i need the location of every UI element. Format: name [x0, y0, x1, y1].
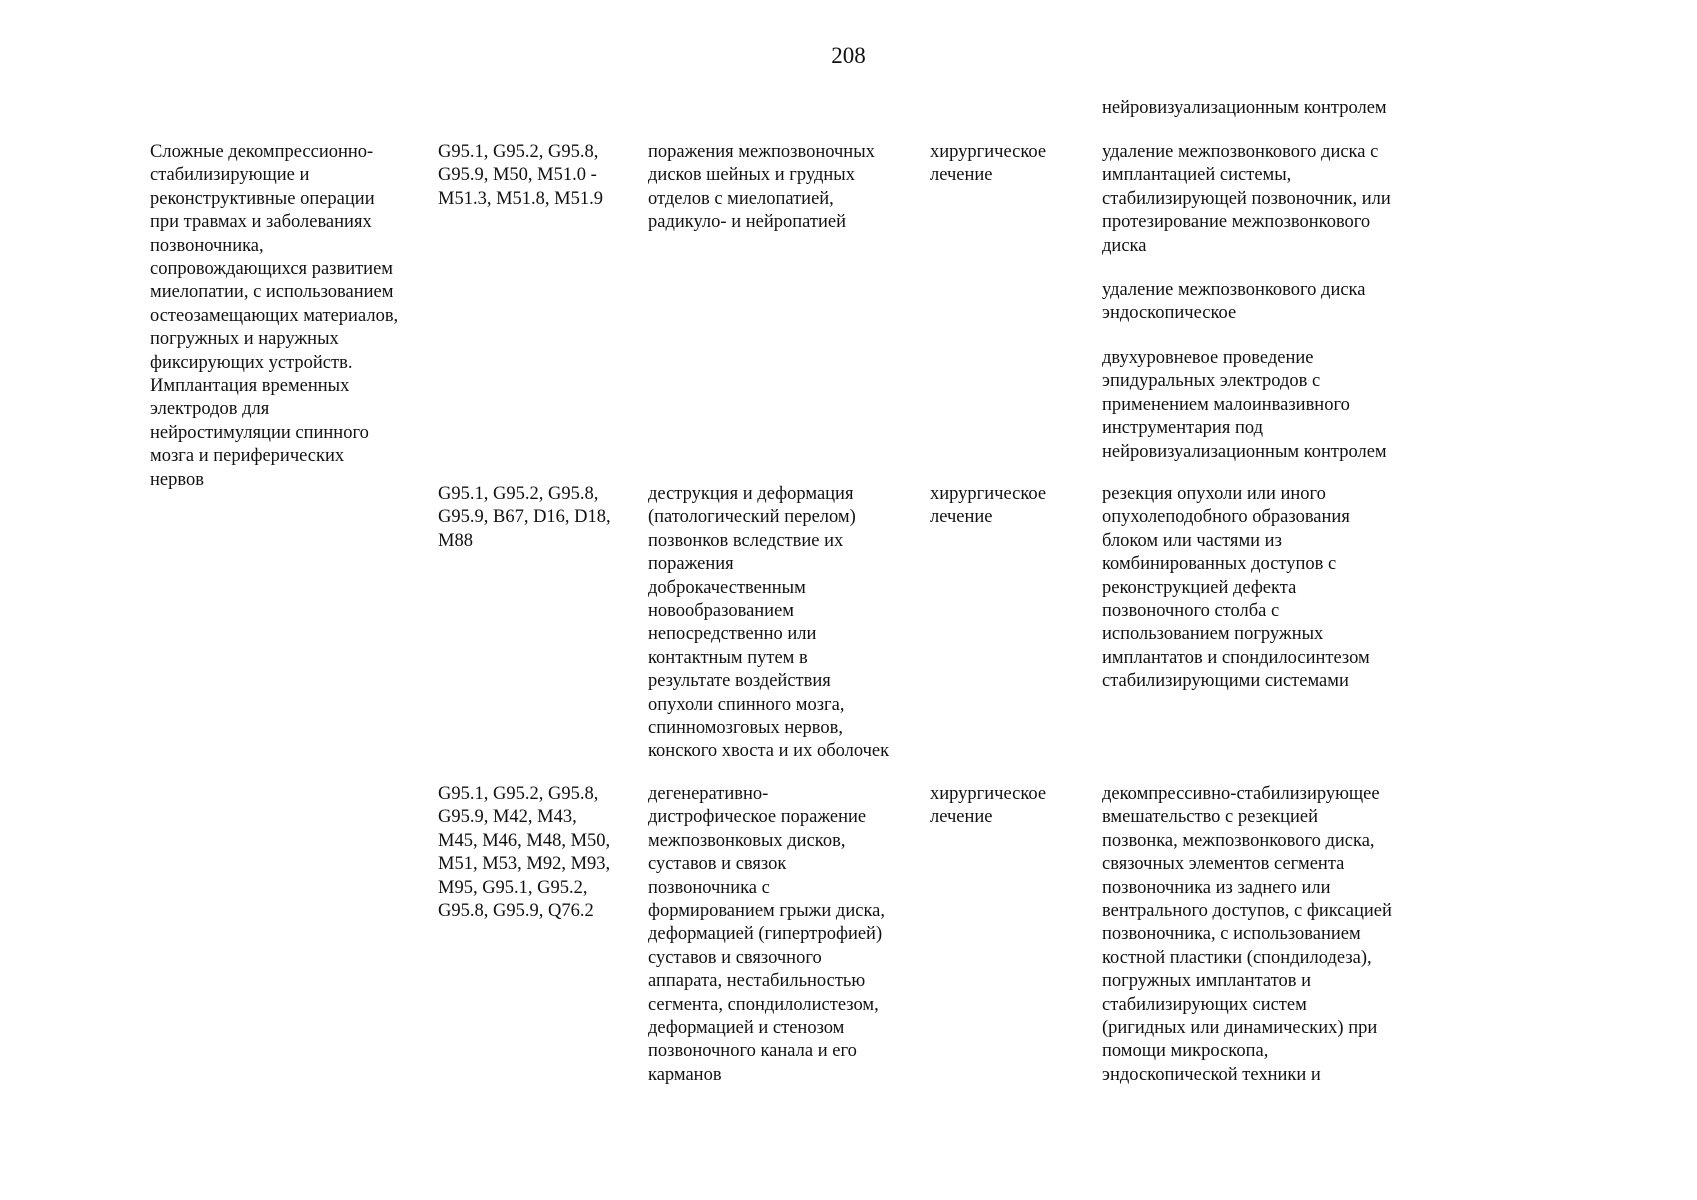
condition-description	[648, 141, 933, 235]
method-line: нейровизуализационным контролем	[1102, 98, 1387, 118]
method-line: удаление межпозвонкового диска с	[1102, 142, 1379, 162]
method-line: вентрального доступов, с фиксацией	[1102, 901, 1392, 922]
section-name-line: мозга и периферических	[150, 446, 345, 467]
section-name-line: сопровождающихся развитием	[150, 259, 394, 280]
method-line: стабилизирующих систем	[1102, 994, 1307, 1015]
treatment-line: лечение	[930, 807, 993, 828]
treatment-line: лечение	[930, 507, 993, 528]
diagnosis-codes	[438, 141, 643, 211]
condition-line: суставов и связок	[648, 854, 787, 875]
condition-description	[648, 783, 933, 1087]
treatment-type	[930, 783, 1095, 830]
section-name-line: Сложные декомпрессионно-	[150, 142, 374, 162]
method-line: удаление межпозвонкового диска	[1102, 280, 1366, 300]
condition-line: суставов и связочного	[648, 947, 822, 968]
condition-line: (патологический перелом)	[648, 507, 856, 528]
treatment-type	[930, 483, 1095, 530]
method-line: применением малоинвазивного	[1102, 394, 1350, 415]
condition-line: формированием грыжи диска,	[648, 901, 886, 922]
condition-line: конского хвоста и их оболочек	[648, 741, 890, 762]
condition-line: опухоли спинного мозга,	[648, 694, 845, 715]
method-line: диска	[1102, 235, 1147, 256]
codes-line: G95.9, M50, M51.0 -	[438, 165, 597, 186]
section-name-line: нервов	[150, 469, 204, 490]
method-line: использованием погружных	[1102, 624, 1324, 645]
codes-line: G95.1, G95.2, G95.8,	[438, 784, 599, 804]
condition-line: карманов	[648, 1064, 722, 1085]
condition-line: дисков шейных и грудных	[648, 165, 855, 186]
method-line: блоком или частями из	[1102, 530, 1282, 551]
treatment-method	[1102, 279, 1442, 326]
condition-line: доброкачественным	[648, 577, 806, 598]
treatment-line: хирургическое	[930, 142, 1047, 162]
condition-line: непосредственно или	[648, 624, 817, 645]
condition-line: дистрофическое поражение	[648, 807, 867, 828]
method-line: помощи микроскопа,	[1102, 1041, 1269, 1062]
treatment-method	[1102, 347, 1442, 464]
section-name	[150, 141, 430, 492]
treatment-method	[1102, 141, 1442, 258]
condition-line: результате воздействия	[648, 671, 831, 692]
method-line: комбинированных доступов с	[1102, 554, 1337, 575]
treatment-line: лечение	[930, 165, 993, 186]
condition-line: спинномозговых нервов,	[648, 718, 843, 739]
condition-line: деструкция и деформация	[648, 484, 854, 504]
condition-line: радикуло- и нейропатией	[648, 212, 846, 233]
method-line: связочных элементов сегмента	[1102, 854, 1345, 875]
section-name-line: Имплантация временных	[150, 376, 350, 397]
codes-line: G95.1, G95.2, G95.8,	[438, 484, 599, 504]
section-name-line: позвоночника,	[150, 235, 264, 256]
method-line: костной пластики (спондилодеза),	[1102, 947, 1372, 968]
condition-line: деформацией (гипертрофией)	[648, 924, 883, 945]
method-line: стабилизирующей позвоночник, или	[1102, 188, 1391, 209]
condition-line: контактным путем в	[648, 647, 808, 668]
section-name-line: стабилизирующие и	[150, 165, 310, 186]
method-line: позвоночника, с использованием	[1102, 924, 1361, 945]
method-line: эндоскопическое	[1102, 303, 1237, 324]
method-line: резекция опухоли или иного	[1102, 484, 1326, 504]
condition-line: позвоночного канала и его	[648, 1041, 857, 1062]
condition-line: новообразованием	[648, 601, 795, 622]
method-line: имплантацией системы,	[1102, 165, 1292, 186]
codes-line: G95.8, G95.9, Q76.2	[438, 901, 594, 922]
condition-line: поражения	[648, 554, 734, 575]
method-line: имплантатов и спондилосинтезом	[1102, 647, 1370, 668]
condition-line: позвонков вследствие их	[648, 530, 844, 551]
condition-line: поражения межпозвоночных	[648, 142, 875, 162]
condition-line: деформацией и стенозом	[648, 1018, 845, 1039]
codes-line: M95, G95.1, G95.2,	[438, 877, 588, 898]
page-number: 208	[831, 43, 866, 68]
condition-line: дегенеративно-	[648, 784, 769, 804]
section-name-line: фиксирующих устройств.	[150, 352, 353, 373]
treatment-line: хирургическое	[930, 784, 1047, 804]
treatment-line: хирургическое	[930, 484, 1047, 504]
codes-line: G95.9, B67, D16, D18,	[438, 507, 611, 528]
continuation-text	[1102, 97, 1442, 120]
codes-line: G95.1, G95.2, G95.8,	[438, 142, 599, 162]
method-line: декомпрессивно-стабилизирующее	[1102, 784, 1380, 804]
condition-line: отделов с миелопатией,	[648, 188, 834, 209]
section-name-line: погружных и наружных	[150, 329, 339, 350]
section-name-line: нейростимуляции спинного	[150, 422, 369, 443]
condition-line: сегмента, спондилолистезом,	[648, 994, 879, 1015]
section-name-line: при травмах и заболеваниях	[150, 212, 372, 233]
section-name-line: электродов для	[150, 399, 270, 420]
method-line: вмешательство с резекцией	[1102, 807, 1319, 828]
method-line: эндоскопической техники и	[1102, 1064, 1321, 1085]
method-line: позвоночного столба с	[1102, 601, 1280, 622]
diagnosis-codes	[438, 783, 643, 923]
condition-line: аппарата, нестабильностью	[648, 971, 866, 992]
codes-line: G95.9, M42, M43,	[438, 807, 577, 828]
codes-line: M45, M46, M48, M50,	[438, 830, 611, 851]
method-line: эпидуральных электродов с	[1102, 371, 1321, 392]
section-name-line: остеозамещающих материалов,	[150, 305, 399, 326]
codes-line: M88	[438, 530, 473, 551]
codes-line: M51.3, M51.8, M51.9	[438, 188, 603, 209]
treatment-method	[1102, 483, 1442, 694]
method-line: опухолеподобного образования	[1102, 507, 1350, 528]
section-name-line: миелопатии, с использованием	[150, 282, 394, 303]
method-line: двухуровневое проведение	[1102, 348, 1314, 368]
method-line: позвонка, межпозвонкового диска,	[1102, 830, 1375, 851]
method-line: стабилизирующими системами	[1102, 671, 1349, 692]
treatment-type	[930, 141, 1095, 188]
diagnosis-codes	[438, 483, 643, 553]
condition-line: межпозвонковых дисков,	[648, 830, 846, 851]
method-line: нейровизуализационным контролем	[1102, 441, 1387, 462]
section-name-line: реконструктивные операции	[150, 188, 375, 209]
method-line: позвоночника из заднего или	[1102, 877, 1331, 898]
method-line: протезирование межпозвонкового	[1102, 212, 1371, 233]
method-line: инструментария под	[1102, 418, 1263, 439]
condition-line: позвоночника с	[648, 877, 770, 898]
method-line: погружных имплантатов и	[1102, 971, 1311, 992]
method-line: (ригидных или динамических) при	[1102, 1018, 1378, 1039]
method-line: реконструкцией дефекта	[1102, 577, 1297, 598]
treatment-method	[1102, 783, 1442, 1087]
codes-line: M51, M53, M92, M93,	[438, 854, 611, 875]
condition-description	[648, 483, 933, 764]
